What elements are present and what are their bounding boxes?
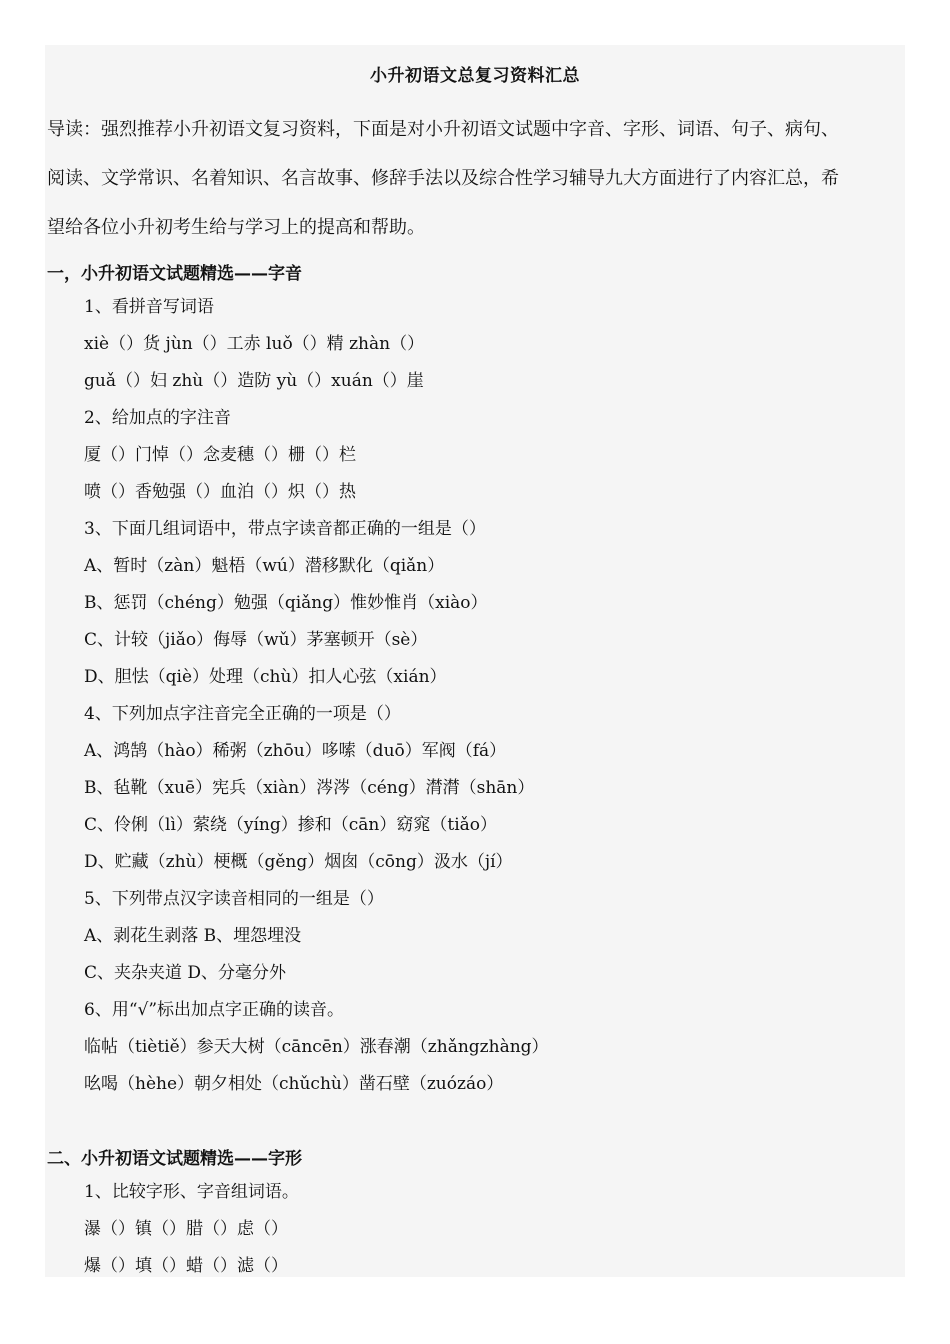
document-page — [45, 45, 905, 1277]
question-line: 吆喝（hèhe）朝夕相处（chǔchù）凿石壁（zuózáo） — [84, 1074, 504, 1094]
question-line: B、毡靴（xuē）宪兵（xiàn）涔涔（céng）潸潸（shān） — [84, 778, 535, 798]
intro-paragraph — [47, 105, 897, 252]
section-items-pronunciation — [84, 289, 549, 1103]
question-line: 厦（）门悼（）念麦穗（）栅（）栏 — [84, 445, 356, 465]
question-line: A、剥花生剥落 B、埋怨埋没 — [84, 926, 302, 946]
section-items-glyphs — [84, 1174, 299, 1285]
section-heading-pronunciation: 一，小升初语文试题精选——字音 — [47, 264, 302, 284]
intro-line: 阅读、文学常识、名着知识、名言故事、修辞手法以及综合性学习辅导九大方面进行了内容汇总，希 — [47, 168, 839, 189]
question-line: C、伶俐（lì）萦绕（yíng）掺和（cān）窈窕（tiǎo） — [84, 815, 497, 835]
question-line: A、暂时（zàn）魁梧（wú）潜移默化（qiǎn） — [84, 556, 445, 576]
question-line: D、胆怯（qiè）处理（chù）扣人心弦（xián） — [84, 667, 447, 687]
question-line: B、惩罚（chéng）勉强（qiǎng）惟妙惟肖（xiào） — [84, 593, 488, 613]
question-line: 6、用“√”标出加点字正确的读音。 — [84, 1000, 345, 1020]
question-line: 瀑（）镇（）腊（）虑（） — [84, 1219, 288, 1239]
question-line: D、贮藏（zhù）梗概（gěng）烟囱（cōng）汲水（jí） — [84, 852, 513, 872]
question-line: 喷（）香勉强（）血泊（）炽（）热 — [84, 482, 356, 502]
question-line: C、计较（jiǎo）侮辱（wǔ）茅塞顿开（sè） — [84, 630, 428, 650]
question-line: 5、下列带点汉字读音相同的一组是（） — [84, 889, 384, 909]
question-line: 临帖（tiètiě）参天大树（cāncēn）涨春潮（zhǎngzhàng） — [84, 1037, 549, 1057]
section-heading-glyphs: 二、小升初语文试题精选——字形 — [47, 1149, 302, 1169]
document-title: 小升初语文总复习资料汇总 — [370, 66, 580, 86]
question-line: xiè（）货 jùn（）工赤 luǒ（）精 zhàn（） — [84, 334, 425, 354]
question-line: 1、比较字形、字音组词语。 — [84, 1182, 299, 1202]
question-line: 2、给加点的字注音 — [84, 408, 231, 428]
question-line: A、鸿鹄（hào）稀粥（zhōu）哆嗦（duō）军阀（fá） — [84, 741, 507, 761]
question-line: 4、下列加点字注音完全正确的一项是（） — [84, 704, 401, 724]
question-line: 爆（）填（）蜡（）滤（） — [84, 1256, 288, 1276]
question-line: C、夹杂夹道 D、分毫分外 — [84, 963, 287, 983]
question-line: guǎ（）妇 zhù（）造防 yù（）xuán（）崖 — [84, 371, 424, 391]
question-line: 3、下面几组词语中，带点字读音都正确的一组是（） — [84, 519, 486, 539]
question-line: 1、看拼音写词语 — [84, 297, 214, 317]
intro-line: 望给各位小升初考生给与学习上的提高和帮助。 — [47, 217, 425, 238]
intro-line: 导读：强烈推荐小升初语文复习资料，下面是对小升初语文试题中字音、字形、词语、句子、病句、 — [47, 119, 839, 140]
